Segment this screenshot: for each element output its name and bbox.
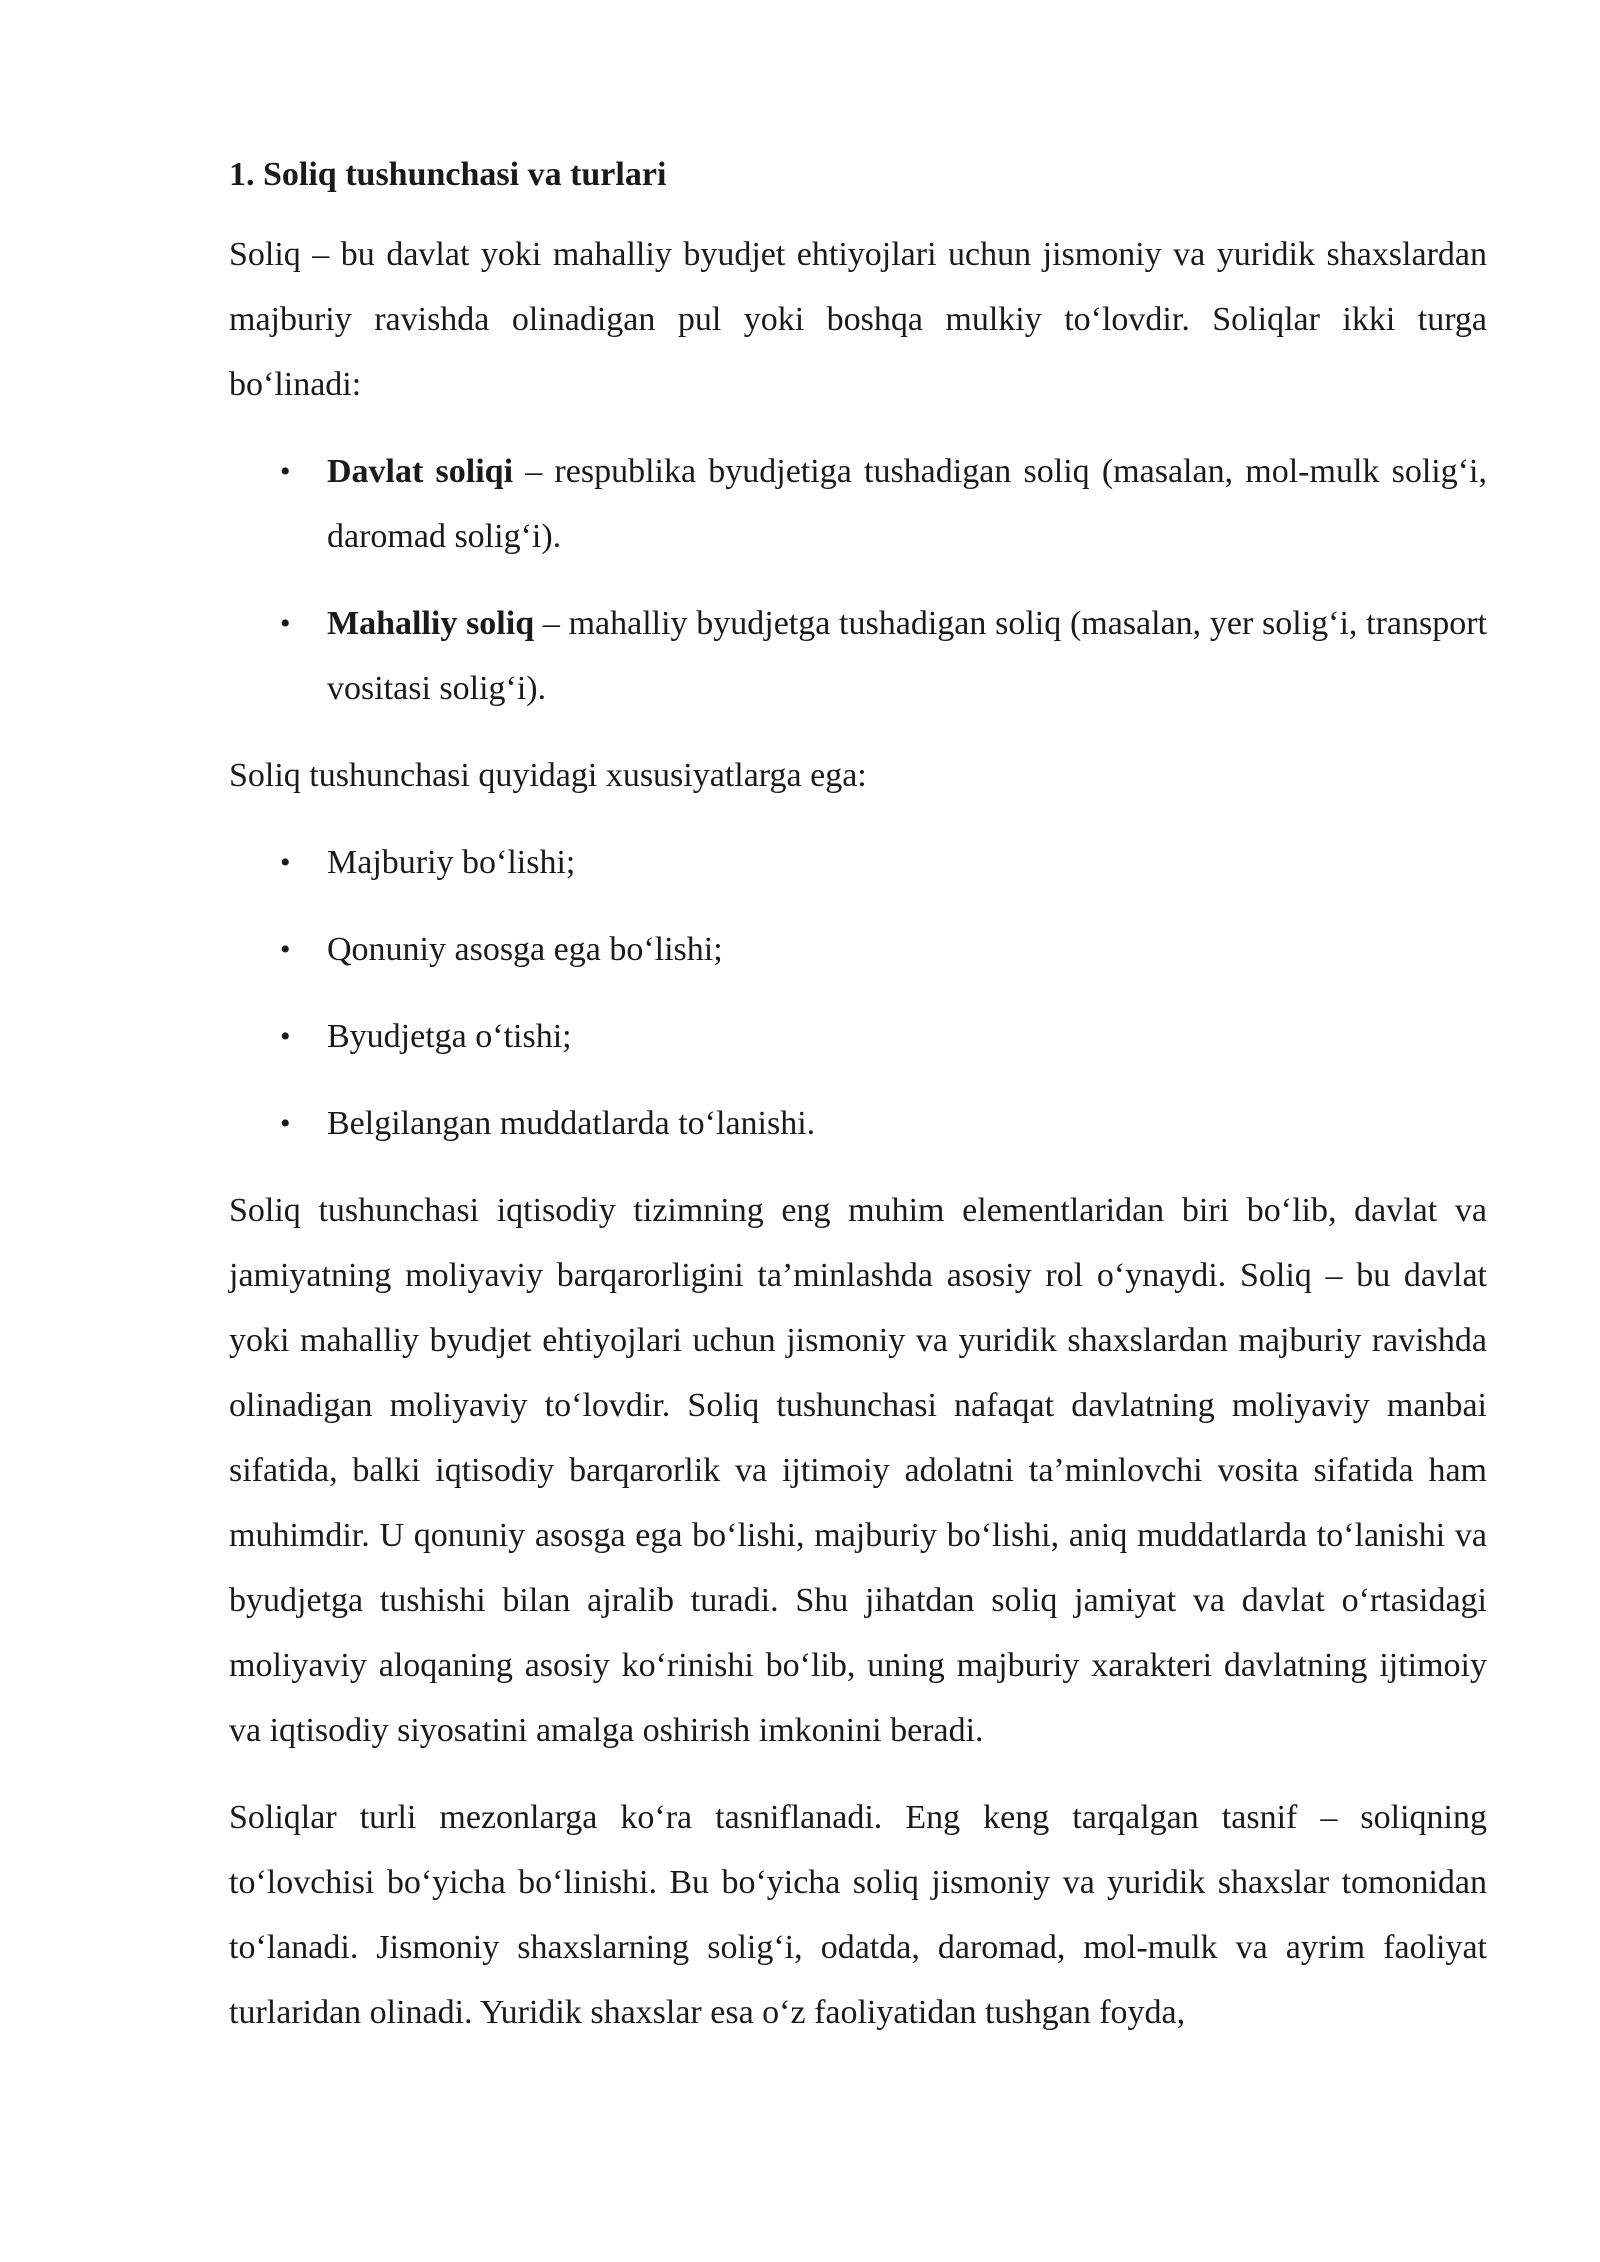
list-item xyxy=(229,439,1487,569)
paragraph-features-intro: Soliq tushunchasi quyidagi xususiyatlarga ega: xyxy=(229,757,867,794)
bullet-icon: • xyxy=(280,607,291,640)
document-page xyxy=(229,150,1487,2067)
bullet-icon: • xyxy=(280,846,291,879)
tax-types-list xyxy=(229,439,1487,721)
bullet-icon: • xyxy=(280,455,291,488)
list-item-text: Byudjetga o‘tishi; xyxy=(327,1018,572,1055)
list-item-text: – mahalliy byudjetga tushadigan soliq (masalan, yer solig‘i, transport vositasi solig‘i). xyxy=(327,605,1488,707)
list-item-term: Mahalliy soliq xyxy=(327,605,535,642)
list-item-term: Davlat soliqi xyxy=(327,453,514,490)
list-item xyxy=(229,591,1487,721)
paragraph-definition: Soliq – bu davlat yoki mahalliy byudjet ehtiyojlari uchun jismoniy va yuridik shaxslardan majburiy ravishda olinadigan pul yoki boshqa mulkiy to‘lovdir. Soliqlar ikki turga bo‘linadi: xyxy=(229,236,1487,403)
list-item-text: Qonuniy asosga ega bo‘lishi; xyxy=(327,931,723,968)
paragraph-concept: Soliq tushunchasi iqtisodiy tizimning eng muhim elementlaridan biri bo‘lib, davlat va jamiyatning moliyaviy barqarorligini ta’minlashda asosiy rol o‘ynaydi. Soliq – bu davlat yoki mahalliy byudjet ehtiyojlari uchun jismoniy va yuridik shaxslardan majburiy ravishda olinadigan moliyaviy to‘lovdir. Soliq tushunchasi nafaqat davlatning moliyaviy manbai sifatida, balki iqtisodiy barqarorlik va ijtimoiy adolatni ta’minlovchi vosita sifatida ham muhimdir. U qonuniy asosga ega bo‘lishi, majburiy bo‘lishi, aniq muddatlarda to‘lanishi va byudjetga tushishi bilan ajralib turadi. Shu jihatdan soliq jamiyat va davlat o‘rtasidagi moliyaviy aloqaning asosiy ko‘rinishi bo‘lib, uning majburiy xarakteri davlatning ijtimoiy va iqtisodiy siyosatini amalga oshirish imkonini beradi. xyxy=(229,1192,1487,1749)
list-item-text: Majburiy bo‘lishi; xyxy=(327,844,576,881)
list-item-text: Belgilangan muddatlarda to‘lanishi. xyxy=(327,1105,816,1142)
list-item xyxy=(229,1091,1487,1156)
bullet-icon: • xyxy=(280,1020,291,1053)
section-heading: 1. Soliq tushunchasi va turlari xyxy=(229,156,667,193)
list-item xyxy=(229,1004,1487,1069)
list-item-text: – respublika byudjetiga tushadigan soliq (masalan, mol-mulk solig‘i, daromad solig‘i). xyxy=(327,453,1487,555)
list-item xyxy=(229,830,1487,895)
list-item xyxy=(229,917,1487,982)
paragraph-classification: Soliqlar turli mezonlarga ko‘ra tasniflanadi. Eng keng tarqalgan tasnif – soliqning to‘lovchisi bo‘yicha bo‘linishi. Bu bo‘yicha soliq jismoniy va yuridik shaxslar tomonidan to‘lanadi. Jismoniy shaxslarning solig‘i, odatda, daromad, mol-mulk va ayrim faoliyat turlaridan olinadi. Yuridik shaxslar esa o‘z faoliyatidan tushgan foyda, xyxy=(229,1799,1487,2031)
bullet-icon: • xyxy=(280,1107,291,1140)
bullet-icon: • xyxy=(280,933,291,966)
features-list xyxy=(229,830,1487,1156)
